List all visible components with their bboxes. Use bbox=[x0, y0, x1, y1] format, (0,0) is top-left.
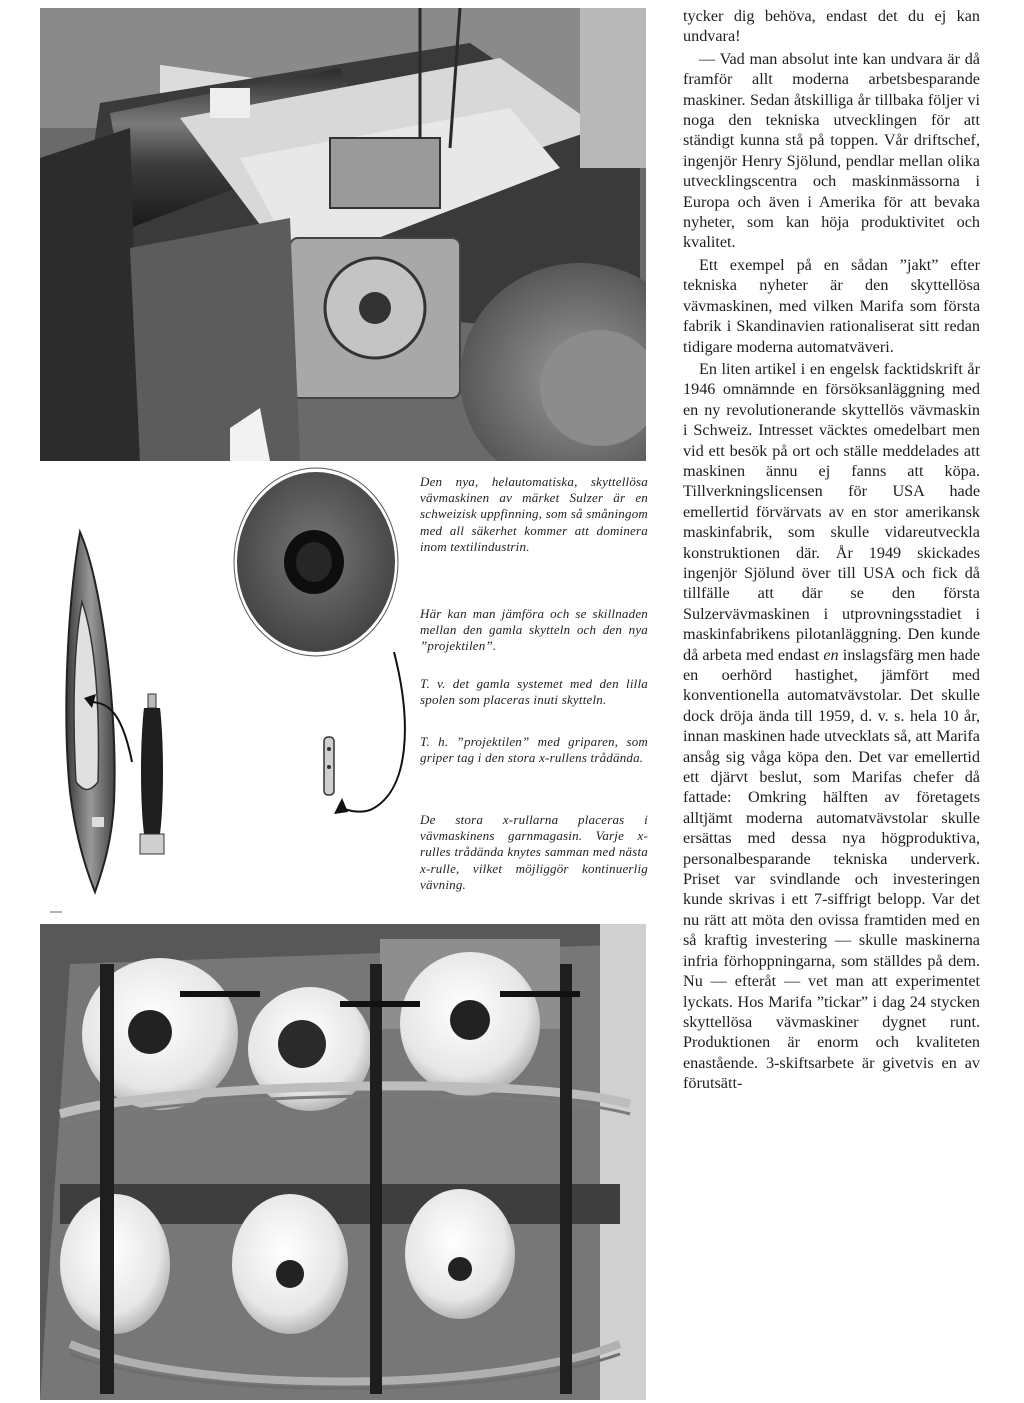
loom-photo bbox=[40, 8, 646, 461]
article-paragraph: Ett exempel på en sådan ”jakt” efter tekniska nyheter är den skyttellösa vävmaskinen, med vilken Marifa som första fabrik i Skandinavien rationaliserat sitt redan tidigare moderna automatväveri. bbox=[683, 255, 980, 356]
caption-right: T. h. ”projektilen” med griparen, som griper tag i den stora x-rullens trådända. bbox=[420, 734, 648, 766]
article-text: En liten artikel i en engelsk facktidskrift år 1946 omnämnde en försöksanläggning med en ny revolutionerande skyttellös vävmaskin i Schweiz. Intresset väcktes omedelbart men vid ett besök på ort och ställe meddelades att maskinen ännu ej fanns att köpa. Tillverkningslicensen för USA hade emellertid förvärvats av en stor amerikansk maskinfabrik, som skulle vidareutveckla konstruktionen där. År 1949 skickades ingenjör Sjölund över till USA och fick då tillfälle att där se den första Sulzervävmaskinen i utprovningsstadiet i maskinfabrikens pilotanläggning. Den kunde då arbeta med endast bbox=[683, 359, 980, 664]
yarn-spool-5 bbox=[232, 1194, 348, 1334]
caption-bottom: De stora x-rullarna placeras i vävmaskinens garnmagasin. Varje x-rulles trådända knytes samman med nästa x-rulle, vilket möjliggör kontinuerlig vävning. bbox=[420, 812, 648, 892]
small-bobbin bbox=[140, 694, 164, 854]
x-roll-cone bbox=[234, 468, 398, 656]
projectile bbox=[324, 737, 334, 795]
old-shuttle bbox=[66, 532, 114, 892]
article-text-column bbox=[683, 6, 980, 1096]
caption-main: Den nya, helautomatiska, skyttellösa vävmaskinen av märket Sulzer är en schweizisk uppfinning, som så småningom med all säkerhet kommer att dominera inom textilindustrin. bbox=[420, 474, 648, 554]
article-paragraph bbox=[683, 359, 980, 1094]
yarn-spool-6 bbox=[405, 1189, 515, 1319]
article-emphasis: en bbox=[823, 645, 839, 664]
yarn-spool-4 bbox=[60, 1194, 170, 1334]
yarn-magazine-photo bbox=[40, 924, 646, 1400]
article-paragraph: — Vad man absolut inte kan undvara är då framför allt moderna arbetsbesparande maskiner. Sedan åtskilliga år tillbaka följer vi noga den tekniska utvecklingen för att ständigt kunna stå på toppen. Vår driftschef, ingenjör Henry Sjölund, pendlar mellan olika utvecklingscentra och maskinmässorna i Europa och även i Amerika för att bevaka nyheter, som kan höja produktivitet och kvalitet. bbox=[683, 49, 980, 252]
article-paragraph: tycker dig behöva, endast det du ej kan undvara! bbox=[683, 7, 980, 46]
yarn-spool-3 bbox=[400, 952, 540, 1096]
caption-left: T. v. det gamla systemet med den lilla spolen som placeras inuti skytteln. bbox=[420, 676, 648, 708]
caption-compare: Här kan man jämföra och se skillnaden mellan den gamla skytteln och den nya ”projektilen”. bbox=[420, 606, 648, 654]
article-text: inslagsfärg men hade en oerhörd hastighet, jämfört med konventionella automatvävstolar. Det skulle dock dröja ända till 1959, d. v. s. hela 10 år, innan maskinen hade utvecklats så, att Marifa ansåg sig våga köpa den. Det var emellertid ett djärvt beslut, som Marifas chefer då fattade: Omkring hälften av företagets alltjämt moderna automatvävstolar skulle ersättas med dessa nya högproduktiva, personalbesparande tekniska underverk. Priset var svindlande och investeringen kunde skrivas i ett 7-siffrigt belopp. Var det nu rätt att möta den ovissa framtiden med en så kraftig investering — skulle maskinerna infria förhoppningarna, som ställdes på dem. Nu — efteråt — vet man att experimentet lyckats. Hos Marifa ”tickar” i dag 24 stycken skyttellösa vävmaskiner dygnet runt. Produktionen är enorm och kvaliteten enastående. 3-skiftsarbete är givetvis en av förutsätt- bbox=[683, 645, 981, 1093]
